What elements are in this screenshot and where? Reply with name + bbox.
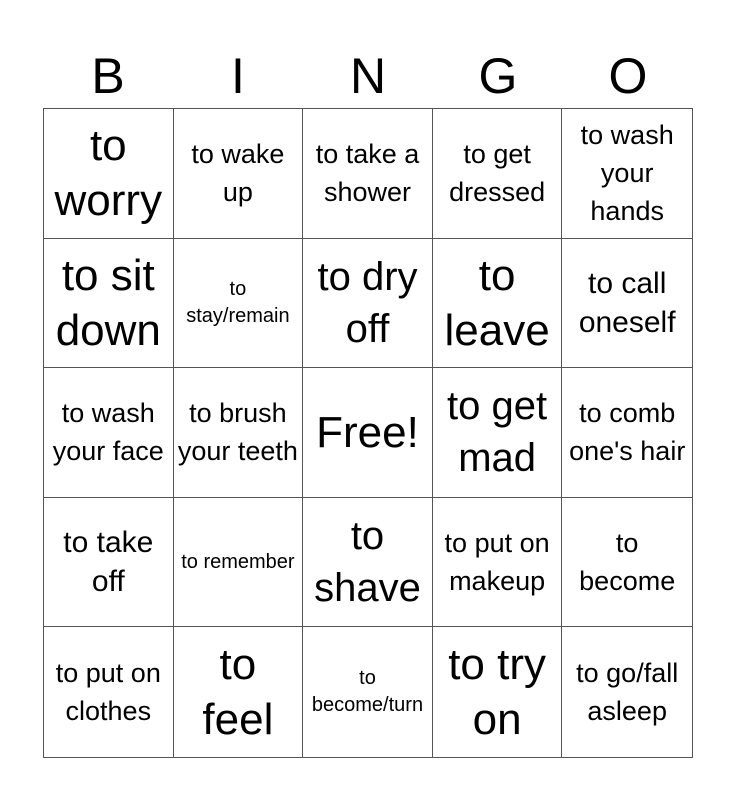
cell-label: to take a shower: [315, 138, 420, 208]
cell-label: to get dressed: [449, 138, 546, 208]
bingo-cell-g5[interactable]: [433, 627, 563, 757]
cell-label: to call oneself: [578, 266, 676, 339]
cell-label: Free!: [316, 407, 419, 457]
bingo-cell-b2[interactable]: [44, 239, 174, 369]
bingo-cell-o3[interactable]: [562, 368, 692, 498]
cell-label: to try on: [448, 640, 546, 745]
bingo-cell-i4[interactable]: [174, 498, 304, 628]
cell-label: to put on makeup: [444, 527, 550, 597]
bingo-cell-o5[interactable]: [562, 627, 692, 757]
bingo-header: [43, 44, 693, 108]
cell-label: to wake up: [191, 138, 285, 208]
cell-label: to leave: [444, 250, 550, 355]
bingo-cell-g4[interactable]: [433, 498, 563, 628]
cell-label: to sit down: [55, 250, 161, 355]
bingo-cell-n2[interactable]: [303, 239, 433, 369]
cell-label: to brush your teeth: [177, 398, 298, 467]
cell-label: to get mad: [447, 384, 548, 481]
bingo-cell-n5[interactable]: [303, 627, 433, 757]
bingo-cell-i5[interactable]: [174, 627, 304, 757]
cell-label: to worry: [54, 121, 163, 226]
bingo-cell-o1[interactable]: [562, 109, 692, 239]
cell-label: to shave: [314, 514, 421, 611]
bingo-cell-g1[interactable]: [433, 109, 563, 239]
cell-label: to feel: [202, 640, 274, 745]
cell-label: to remember: [181, 550, 295, 573]
cell-label: to dry off: [317, 254, 418, 351]
header-letter-i: I: [231, 48, 245, 104]
header-letter-o: O: [608, 48, 648, 104]
bingo-cell-n4[interactable]: [303, 498, 433, 628]
cell-label: to stay/remain: [186, 277, 290, 327]
header-letter-b: B: [91, 48, 125, 104]
bingo-cell-g2[interactable]: [433, 239, 563, 369]
bingo-cell-b3[interactable]: [44, 368, 174, 498]
bingo-cell-n1[interactable]: [303, 109, 433, 239]
bingo-cell-g3[interactable]: [433, 368, 563, 498]
bingo-cell-b5[interactable]: [44, 627, 174, 757]
cell-label: to comb one's hair: [569, 398, 686, 467]
cell-label: to put on clothes: [55, 657, 161, 727]
bingo-cell-n3[interactable]: [303, 368, 433, 498]
bingo-cell-o4[interactable]: [562, 498, 692, 628]
cell-label: to go/fall asleep: [576, 657, 679, 727]
bingo-cell-b1[interactable]: [44, 109, 174, 239]
cell-label: to wash your face: [52, 398, 164, 467]
header-letter-g: G: [478, 48, 518, 104]
bingo-cell-i1[interactable]: [174, 109, 304, 239]
bingo-cell-i3[interactable]: [174, 368, 304, 498]
bingo-cell-o2[interactable]: [562, 239, 692, 369]
cell-label: to become/turn: [311, 667, 424, 717]
bingo-board: [43, 108, 693, 758]
cell-label: to take off: [63, 526, 154, 599]
cell-label: to become: [579, 527, 676, 597]
cell-label: to wash your hands: [580, 119, 674, 227]
bingo-cell-b4[interactable]: [44, 498, 174, 628]
bingo-cell-i2[interactable]: [174, 239, 304, 369]
header-letter-n: N: [349, 48, 387, 104]
